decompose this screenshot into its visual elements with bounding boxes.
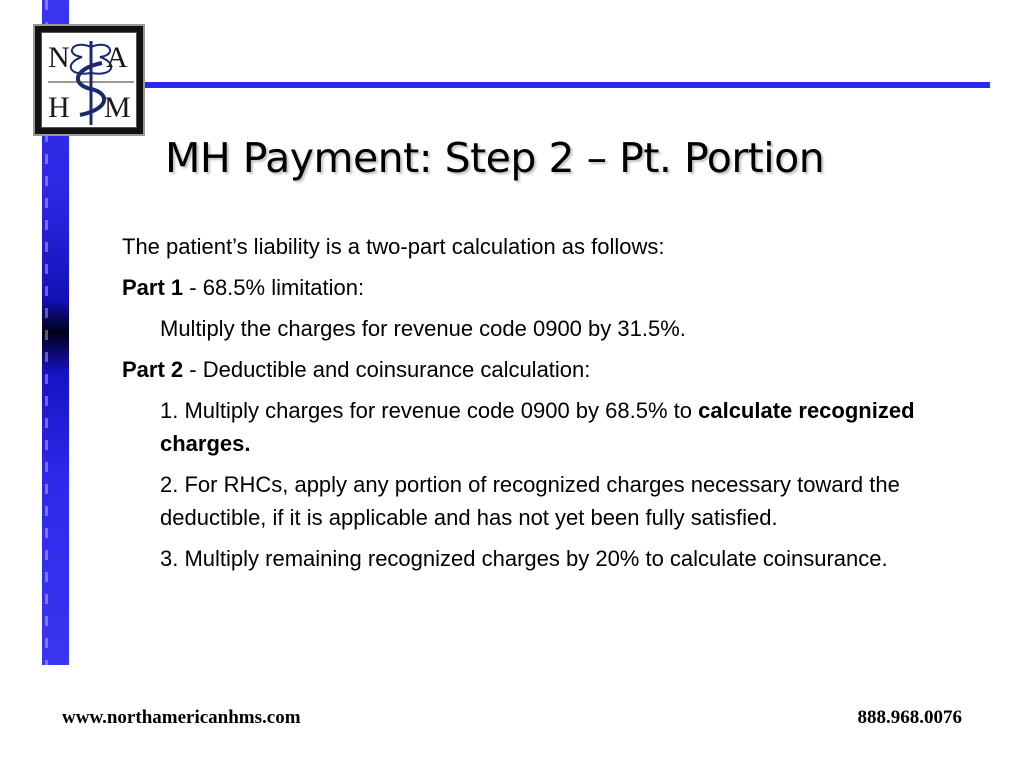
part2-step2: 2. For RHCs, apply any portion of recognized charges necessary toward the deductible, if it is applicable and has not yet been fully satisfied.: [160, 472, 900, 530]
intro-text: The patient’s liability is a two-part calculation as follows:: [122, 234, 665, 259]
slide-body: [122, 230, 942, 583]
horizontal-accent-bar: [42, 82, 990, 88]
logo-letter-m: M: [104, 91, 131, 124]
part2-step1-bold: calculate recognized charges.: [160, 398, 915, 456]
company-logo: [33, 24, 145, 136]
logo-letter-a: A: [106, 41, 128, 74]
logo-panel: [41, 32, 137, 128]
slide-title: MH Payment: Step 2 – Pt. Portion: [165, 134, 825, 182]
part2-step3: 3. Multiply remaining recognized charges by 20% to calculate coinsurance.: [160, 546, 888, 571]
part1-heading: [122, 271, 942, 304]
part2-step1-text: 1. Multiply charges for revenue code 0900 by 68.5% to: [160, 398, 699, 423]
footer-website: www.northamericanhms.com: [62, 707, 301, 728]
footer-phone: 888.968.0076: [857, 707, 962, 728]
part2-label: Part 2: [122, 357, 184, 382]
part1-detail: Multiply the charges for revenue code 0900 by 31.5%.: [160, 316, 686, 341]
part2-text: - Deductible and coinsurance calculation:: [183, 357, 591, 382]
part2-heading: [122, 353, 942, 386]
part1-label: Part 1: [122, 275, 184, 300]
part1-text: - 68.5% limitation:: [183, 275, 365, 300]
logo-letter-h: H: [48, 91, 70, 124]
logo-letter-n: N: [48, 41, 70, 74]
part2-step1: [122, 394, 942, 460]
